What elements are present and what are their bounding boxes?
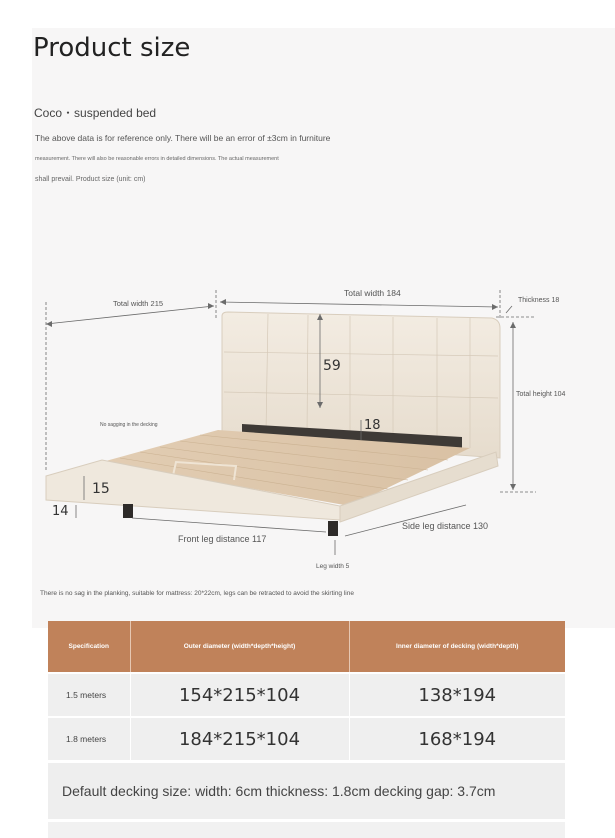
total-width-215-label: Total width 215 bbox=[113, 299, 164, 308]
leg-width-label: Leg width 5 bbox=[316, 563, 350, 570]
total-width-184-label: Total width 184 bbox=[344, 288, 401, 298]
reference-note-line-3: shall prevail. Product size (unit: cm) bbox=[35, 176, 146, 183]
spec-cell: 1.5 meters bbox=[48, 673, 130, 717]
no-sagging-label: No sagging in the decking bbox=[100, 422, 158, 428]
inner-diameter-cell: 168*194 bbox=[349, 717, 565, 760]
page-title: Product size bbox=[33, 33, 191, 63]
outer-diameter-cell: 154*215*104 bbox=[130, 673, 349, 717]
headboard-height-label: 59 bbox=[323, 358, 341, 374]
front-leg-distance-label: Front leg distance 117 bbox=[178, 534, 267, 544]
reference-note-line-2: measurement. There will also be reasonable errors in detailed dimensions. The actual measurement bbox=[35, 156, 279, 162]
bed-dimension-diagram bbox=[0, 200, 615, 585]
reference-note-line-1: The above data is for reference only. There will be an error of ±3cm in furniture bbox=[35, 133, 331, 143]
table-header-row bbox=[48, 621, 565, 673]
front-left-leg bbox=[123, 504, 133, 518]
leg-height-label: 14 bbox=[52, 504, 69, 519]
thickness-label: Thickness 18 bbox=[518, 297, 560, 304]
outer-diameter-cell: 184*215*104 bbox=[130, 717, 349, 760]
decking-size-box bbox=[48, 763, 565, 819]
headboard-gap-label: 18 bbox=[364, 418, 381, 433]
inner-diameter-cell: 138*194 bbox=[349, 673, 565, 717]
mattress-caption: There is no sag in the planking, suitable for mattress: 20*22cm, legs can be retracted to avoid the skirting line bbox=[40, 590, 354, 597]
header-inner-diameter: Inner diameter of decking (width*depth) bbox=[349, 621, 565, 673]
header-specification: Specification bbox=[48, 621, 130, 673]
front-right-leg bbox=[328, 521, 338, 536]
spec-cell: 1.8 meters bbox=[48, 717, 130, 760]
frame-height-label: 15 bbox=[92, 481, 110, 497]
product-name: Coco・suspended bed bbox=[34, 106, 157, 120]
bottom-strip bbox=[48, 822, 565, 838]
specification-table bbox=[48, 621, 565, 760]
decking-size-text: Default decking size: width: 6cm thickness: 1.8cm decking gap: 3.7cm bbox=[62, 783, 496, 799]
side-leg-distance-label: Side leg distance 130 bbox=[402, 521, 489, 531]
table-row bbox=[48, 717, 565, 760]
table-row bbox=[48, 673, 565, 717]
total-height-label: Total height 104 bbox=[516, 391, 566, 398]
header-outer-diameter: Outer diameter (width*depth*height) bbox=[130, 621, 349, 673]
